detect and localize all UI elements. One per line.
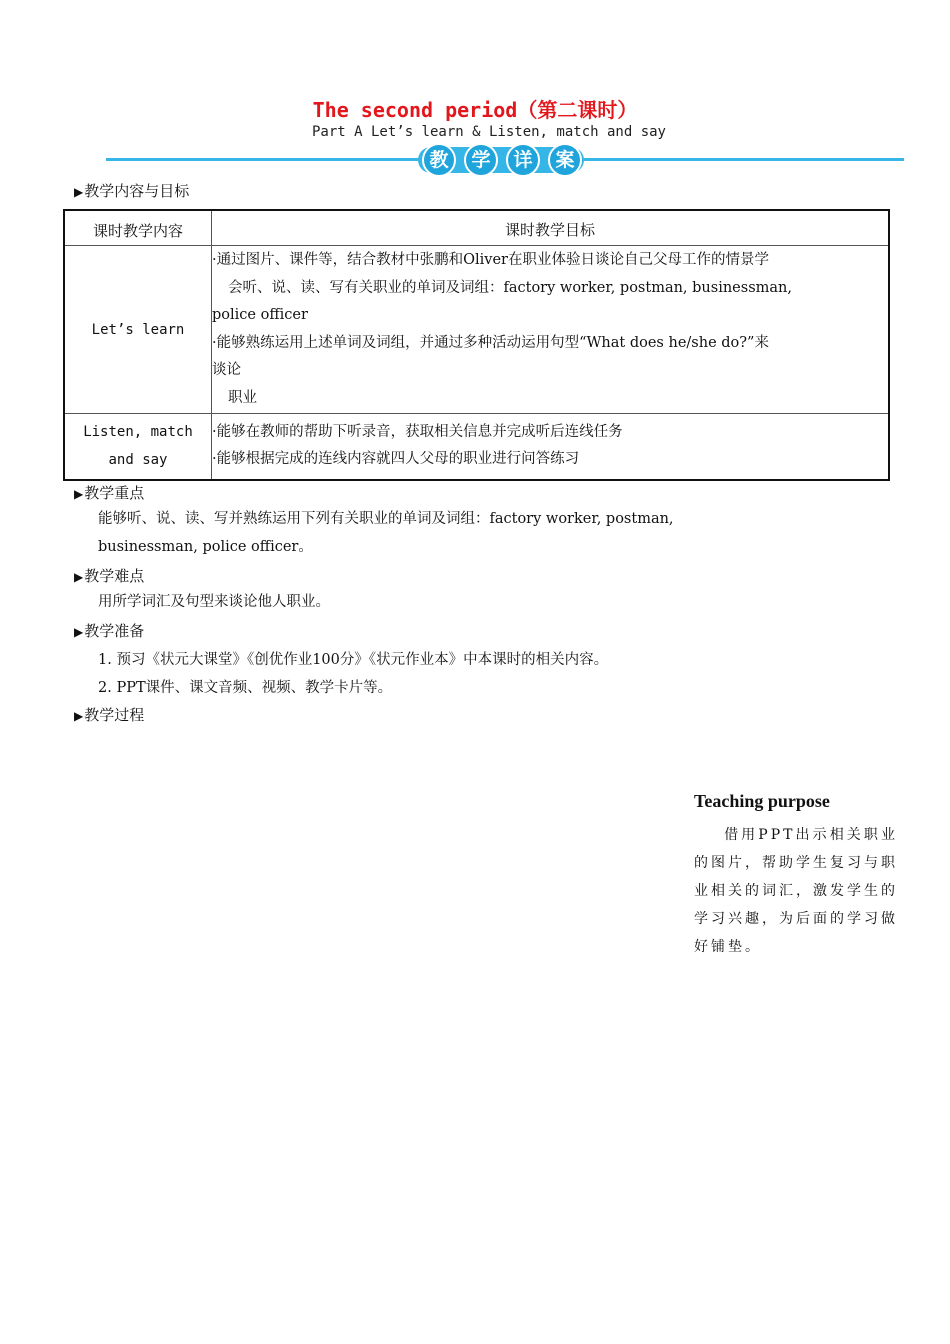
key-points-text xyxy=(98,505,778,561)
section-heading-key-points: ▶教学重点 xyxy=(74,484,145,502)
section-heading-difficulties: ▶教学难点 xyxy=(74,567,145,585)
goal-line: ·通过图片、课件等，结合教材中张鹏和Oliver在职业体验日谈论自己父母工作的情景学 xyxy=(212,252,769,268)
triangle-bullet-icon: ▶ xyxy=(74,570,84,584)
table-row xyxy=(64,246,889,414)
triangle-bullet-icon: ▶ xyxy=(74,185,84,199)
badge-char-1: 教 xyxy=(422,143,456,177)
goal-line: 职业 xyxy=(228,389,257,406)
lesson-goals-table xyxy=(63,209,890,481)
content-line: Listen, match xyxy=(83,424,193,441)
table-header-content: 课时教学内容 xyxy=(64,210,212,246)
lesson-subtitle: Part A Let’s learn & Listen, match and say xyxy=(311,124,666,140)
goal-line: police officer xyxy=(212,307,308,323)
teaching-purpose-body xyxy=(694,821,898,961)
section-heading-content-goals: ▶教学内容与目标 xyxy=(74,182,190,200)
lesson-title: The second period（第二课时） xyxy=(312,98,638,122)
triangle-bullet-icon: ▶ xyxy=(74,487,84,501)
row-content-lets-learn: Let’s learn xyxy=(64,246,212,414)
content-line: and say xyxy=(108,452,168,469)
row-goals-lets-learn xyxy=(212,246,890,414)
key-points-line: businessman, police officer。 xyxy=(98,539,313,555)
goal-line: ·能够熟练运用上述单词及词组，并通过多种活动运用句型“What does he/she do?”来 xyxy=(212,334,769,351)
row-goals-listen-match-say xyxy=(212,414,890,480)
teaching-plan-badge xyxy=(418,143,584,177)
goal-line: 会听、说、读、写有关职业的单词及词组：factory worker, postman, businessman, xyxy=(228,279,792,296)
goal-line: ·能够根据完成的连线内容就四人父母的职业进行问答练习 xyxy=(212,451,580,468)
badge-char-4: 案 xyxy=(548,143,582,177)
goal-line: 谈论 xyxy=(212,362,241,378)
teaching-purpose-heading: Teaching purpose xyxy=(694,791,830,811)
table-header-goals: 课时教学目标 xyxy=(212,210,890,246)
table-row xyxy=(64,414,889,480)
triangle-bullet-icon: ▶ xyxy=(74,709,84,723)
goal-line: ·能够在教师的帮助下听录音，获取相关信息并完成听后连线任务 xyxy=(212,423,623,440)
triangle-bullet-icon: ▶ xyxy=(74,625,84,639)
preparation-item: 1. 预习《状元大课堂》《创优作业100分》《状元作业本》中本课时的相关内容。 xyxy=(98,652,609,668)
preparation-item: 2. PPT课件、课文音频、视频、教学卡片等。 xyxy=(98,680,393,696)
header-divider-right xyxy=(578,158,904,161)
teaching-purpose-text: 借用PPT出示相关职业的图片，帮助学生复习与职业相关的词汇，激发学生的学习兴趣，为后面的学习做好铺垫。 xyxy=(694,827,898,955)
header-divider-left xyxy=(106,158,422,161)
row-content-listen-match-say xyxy=(64,414,212,480)
badge-char-3: 详 xyxy=(506,143,540,177)
table-header-row xyxy=(64,210,889,246)
section-heading-process: ▶教学过程 xyxy=(74,706,145,724)
badge-char-2: 学 xyxy=(464,143,498,177)
key-points-line: 能够听、说、读、写并熟练运用下列有关职业的单词及词组：factory worker, postman, xyxy=(98,511,674,527)
difficulties-text: 用所学词汇及句型来谈论他人职业。 xyxy=(98,594,330,610)
section-heading-preparation: ▶教学准备 xyxy=(74,622,145,640)
